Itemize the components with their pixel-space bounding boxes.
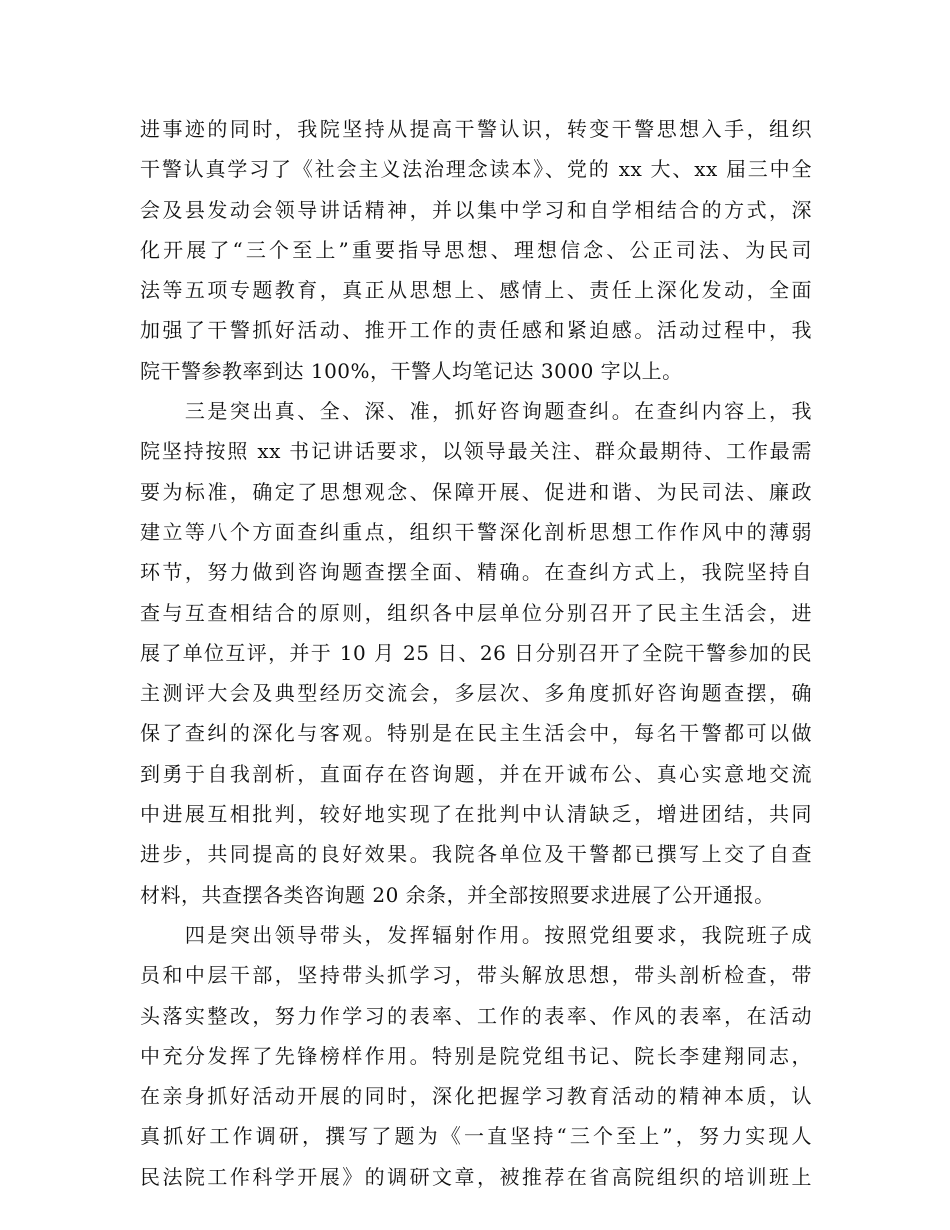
text-line: 院干警参教率到达 100%，干警人均笔记达 3000 字以上。 bbox=[140, 358, 683, 383]
text-line: 四是突出领导带头，发挥辐射作用。按照党组要求，我院班子成 bbox=[140, 922, 812, 947]
text-line: 加强了干警抓好活动、推开工作的责任感和紧迫感。活动过程中，我 bbox=[140, 318, 812, 343]
text-line: 院坚持按照 xx 书记讲话要求，以领导最关注、群众最期待、工作最需 bbox=[140, 439, 812, 464]
text-line: 干警认真学习了《社会主义法治理念读本》、党的 xx 大、xx 届三中全 bbox=[140, 157, 812, 182]
document-body bbox=[140, 109, 812, 1197]
text-line: 真抓好工作调研，撰写了题为《一直坚持“三个至上”，努力实现人 bbox=[140, 1124, 812, 1149]
text-line: 法等五项专题教育，真正从思想上、感情上、责任上深化发动，全面 bbox=[140, 278, 812, 303]
text-line: 查与互查相结合的原则，组织各中层单位分别召开了民主生活会，进 bbox=[140, 600, 812, 625]
text-line: 进步，共同提高的良好效果。我院各单位及干警都已撰写上交了自查 bbox=[140, 842, 812, 867]
text-line: 到勇于自我剖析，直面存在咨询题，并在开诚布公、真心实意地交流 bbox=[140, 761, 812, 786]
text-line: 在亲身抓好活动开展的同时，深化把握学习教育活动的精神本质，认 bbox=[140, 1084, 812, 1109]
text-line: 会及县发动会领导讲话精神，并以集中学习和自学相结合的方式，深 bbox=[140, 197, 812, 222]
text-line: 环节，努力做到咨询题查摆全面、精确。在查纠方式上，我院坚持自 bbox=[140, 560, 812, 585]
text-line: 建立等八个方面查纠重点，组织干警深化剖析思想工作作风中的薄弱 bbox=[140, 519, 812, 544]
text-line: 要为标准，确定了思想观念、保障开展、促进和谐、为民司法、廉政 bbox=[140, 479, 812, 504]
text-line: 头落实整改，努力作学习的表率、工作的表率、作风的表率，在活动 bbox=[140, 1003, 812, 1028]
text-line: 员和中层干部，坚持带头抓学习，带头解放思想，带头剖析检查，带 bbox=[140, 963, 812, 988]
text-line: 材料，共查摆各类咨询题 20 余条，并全部按照要求进展了公开通报。 bbox=[140, 882, 775, 907]
text-line: 主测评大会及典型经历交流会，多层次、多角度抓好咨询题查摆，确 bbox=[140, 681, 812, 706]
text-line: 民法院工作科学开展》的调研文章，被推荐在省高院组织的培训班上 bbox=[140, 1164, 812, 1189]
text-line: 化开展了“三个至上”重要指导思想、理想信念、公正司法、为民司 bbox=[140, 237, 812, 262]
text-line: 中进展互相批判，较好地实现了在批判中认清缺乏，增进团结，共同 bbox=[140, 802, 812, 827]
text-line: 展了单位互评，并于 10 月 25 日、26 日分别召开了全院干警参加的民 bbox=[140, 640, 812, 665]
text-line: 中充分发挥了先锋榜样作用。特别是院党组书记、院长李建翔同志， bbox=[140, 1043, 812, 1068]
text-line: 进事迹的同时，我院坚持从提高干警认识，转变干警思想入手，组织 bbox=[140, 117, 812, 141]
text-line: 三是突出真、全、深、准，抓好咨询题查纠。在查纠内容上，我 bbox=[140, 399, 812, 424]
text-line: 保了查纠的深化与客观。特别是在民主生活会中，每名干警都可以做 bbox=[140, 721, 812, 746]
